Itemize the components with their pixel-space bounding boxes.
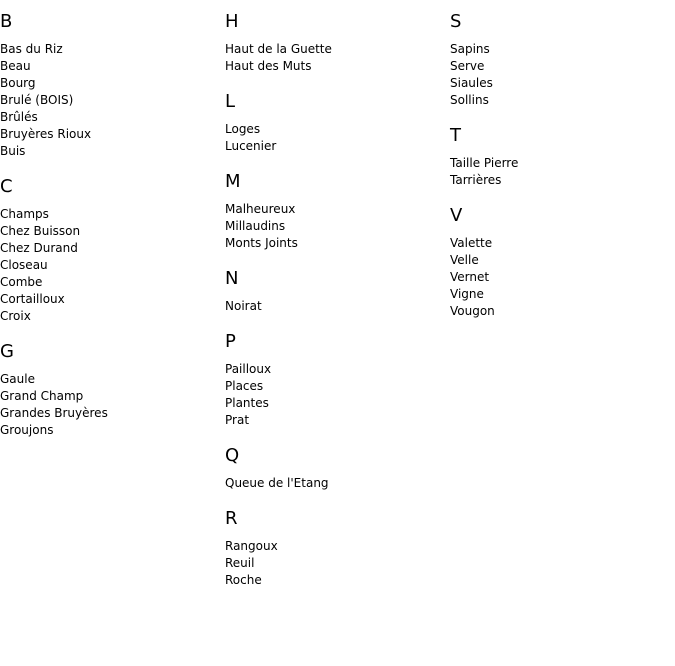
letter-group xyxy=(225,445,445,492)
place-list xyxy=(450,235,670,320)
place-name: Monts Joints xyxy=(225,236,298,250)
letter-heading: V xyxy=(450,205,463,226)
place-list xyxy=(225,475,445,492)
letter-heading: L xyxy=(225,91,236,112)
letter-heading: B xyxy=(0,11,13,32)
place-name: Bas du Riz xyxy=(0,42,63,56)
place-name: Queue de l'Etang xyxy=(225,476,329,490)
place-name: Champs xyxy=(0,207,49,221)
place-name: Brulé (BOIS) xyxy=(0,93,74,107)
place-name: Roche xyxy=(225,573,262,587)
place-name: Pailloux xyxy=(225,362,272,376)
place-list xyxy=(0,41,220,160)
place-list xyxy=(225,201,445,252)
place-name: Groujons xyxy=(0,423,54,437)
index-column-3 xyxy=(450,11,670,336)
index-column-2 xyxy=(225,11,445,605)
letter-heading: Q xyxy=(225,445,240,466)
letter-heading: H xyxy=(225,11,239,32)
place-name: Tarrières xyxy=(450,173,502,187)
letter-group xyxy=(450,11,670,109)
place-name: Vigne xyxy=(450,287,484,301)
place-list xyxy=(225,121,445,155)
place-name: Bourg xyxy=(0,76,36,90)
place-list xyxy=(225,361,445,429)
place-name: Grand Champ xyxy=(0,389,84,403)
place-name: Millaudins xyxy=(225,219,286,233)
place-name: Beau xyxy=(0,59,31,73)
letter-heading: P xyxy=(225,331,236,352)
letter-group xyxy=(225,268,445,315)
letter-heading: R xyxy=(225,508,238,529)
place-list xyxy=(0,371,220,439)
letter-heading: S xyxy=(450,11,462,32)
place-name: Buis xyxy=(0,144,26,158)
letter-group xyxy=(450,125,670,189)
place-name: Places xyxy=(225,379,264,393)
place-name: Combe xyxy=(0,275,43,289)
letter-heading: M xyxy=(225,171,241,192)
place-list xyxy=(450,155,670,189)
place-name: Loges xyxy=(225,122,261,136)
letter-heading: N xyxy=(225,268,239,289)
place-name: Cortailloux xyxy=(0,292,65,306)
letter-group xyxy=(450,205,670,320)
place-name: Vougon xyxy=(450,304,495,318)
place-name: Chez Buisson xyxy=(0,224,81,238)
letter-group xyxy=(0,11,220,160)
index-column-1 xyxy=(0,11,220,455)
place-list xyxy=(0,206,220,325)
place-name: Malheureux xyxy=(225,202,296,216)
place-name: Grandes Bruyères xyxy=(0,406,108,420)
place-name: Plantes xyxy=(225,396,269,410)
letter-heading: G xyxy=(0,341,14,362)
place-list xyxy=(225,298,445,315)
place-name: Valette xyxy=(450,236,493,250)
place-name: Croix xyxy=(0,309,31,323)
place-name: Closeau xyxy=(0,258,48,272)
place-name: Sapins xyxy=(450,42,490,56)
letter-group xyxy=(0,341,220,439)
letter-group xyxy=(225,91,445,155)
place-name: Lucenier xyxy=(225,139,277,153)
place-name: Bruyères Rioux xyxy=(0,127,92,141)
place-name: Brûlés xyxy=(0,110,38,124)
letter-group xyxy=(225,171,445,252)
place-list xyxy=(225,538,445,589)
place-name: Rangoux xyxy=(225,539,278,553)
letter-heading: C xyxy=(0,176,13,197)
letter-heading: T xyxy=(450,125,461,146)
place-list xyxy=(450,41,670,109)
letter-group xyxy=(0,176,220,325)
place-name: Haut des Muts xyxy=(225,59,312,73)
place-name: Vernet xyxy=(450,270,490,284)
place-name: Serve xyxy=(450,59,485,73)
place-name: Siaules xyxy=(450,76,493,90)
place-name: Gaule xyxy=(0,372,35,386)
place-name: Velle xyxy=(450,253,479,267)
letter-group xyxy=(225,331,445,429)
letter-group xyxy=(225,11,445,75)
place-name: Noirat xyxy=(225,299,262,313)
place-name: Sollins xyxy=(450,93,489,107)
place-name: Taille Pierre xyxy=(450,156,519,170)
place-name: Prat xyxy=(225,413,250,427)
letter-group xyxy=(225,508,445,589)
place-name: Haut de la Guette xyxy=(225,42,332,56)
place-name: Chez Durand xyxy=(0,241,78,255)
place-list xyxy=(225,41,445,75)
place-name: Reuil xyxy=(225,556,255,570)
